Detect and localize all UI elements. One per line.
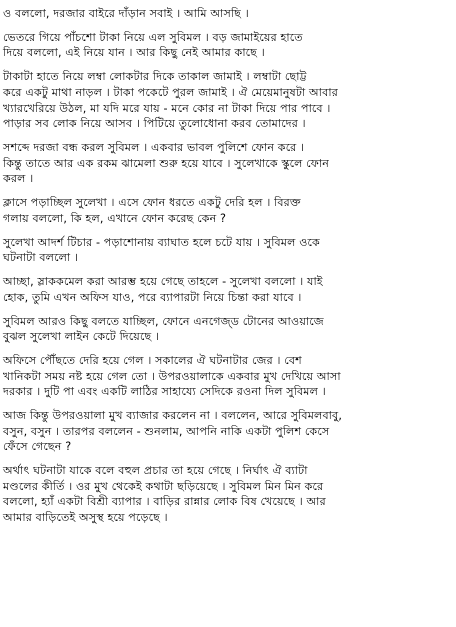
- paragraph-9: অফিসে পৌঁছতে দেরি হয়ে গেল । সকালের ঐ ঘটনাটার জের । বেশ খানিকটা সময় নষ্ট হয়ে গেল তো । উপরওয়ালাকে একবার মুখ দেখিয়ে আসা দরকার । দুটি পা এবং একটি লাঠির সাহায্যে সেদিকে রওনা দিল সুবিমল ।: [3, 354, 341, 399]
- paragraph-4: সশব্দে দরজা বন্ধ করল সুবিমল । একবার ভাবল পুলিশে ফোন করে । কিন্তু তাতে আর এক রকম ঝামেলা শুরু হয়ে যাবে । সুলেখাকে স্কুলে ফোন করল ।: [3, 141, 330, 186]
- paragraph-11: অর্থাৎ ঘটনাটা যাকে বলে বহুল প্রচার তা হয়ে গেছে । নির্ঘাৎ ঐ ব্যাটা মণ্ডলের কীর্তি । ওর মুখ থেকেই কথাটা ছড়িয়েছে । সুবিমল মিন মিন করে বললো, হ্যাঁ একটা বিশ্রী ব্যাপার । বাড়ির রান্নার লোক বিষ খেয়েছে । আর আমার বাড়িতেই অসুস্থ হয়ে পড়েছে ।: [3, 464, 326, 524]
- paragraph-7: আচ্ছা, স্লাককমেল করা আরম্ভ হয়ে গেছে তাহলে - সুলেখা বললো । যাই হোক, তুমি এখন অফিস যাও, পরে ব্যাপারটা নিয়ে চিন্তা করা যাবে ।: [3, 275, 323, 304]
- paragraph-10: আজ কিন্তু উপরওয়ালা মুখ ব্যাজার করলেন না । বললেন, আরে সুবিমলবাবু, বসুন, বসুন । তারপর বললেন - শুনলাম, আপনি নাকি একটা পুলিশ কেসে ফেঁসে গেছেন ?: [3, 409, 343, 454]
- paragraph-1: ও বললো, দরজার বাইরে দাঁড়ান সবাই । আমি আসছি ।: [3, 7, 249, 20]
- paragraph-5: ক্লাসে পড়াচ্ছিল সুলেখা । এসে ফোন ধরতে একটু দেরি হল । বিরক্ত গলায় বললো, কি হল, এখানে ফোন করেছ কেন ?: [3, 196, 301, 225]
- paragraph-2: ভেতরে গিয়ে পাঁচশো টাকা নিয়ে এল সুবিমল । বড় জামাইয়ের হাতে দিয়ে বললো, এই নিয়ে যান । আর কিছু নেই আমার কাছে ।: [3, 30, 303, 60]
- paragraph-6: সুলেখা আদর্শ টিচার - পড়াশোনায় ব্যাঘাত হলে চটে যায় । সুবিমল ওকে ঘটনাটা বললো ।: [3, 235, 320, 265]
- paragraph-8: সুবিমল আরও কিছু বলতে যাচ্ছিল, ফোনে এনগেজ্ড টোনের আওয়াজে বুঝল সুলেখা লাইন কেটে দিয়েছে ।: [3, 314, 324, 344]
- paragraph-3: টাকাটা হাতে নিয়ে লম্বা লোকটার দিকে তাকাল জামাই । লম্বাটা ছোট্ট করে একটু মাথা নাড়ল । টাকা পকেটে পুরল জামাই । ঐ মেয়েমানুষটা আবার খ্যারখেরিয়ে উঠল, মা যদি মরে যায় - মনে কোর না টাকা দিয়ে পার পাবে । পাড়ার সব লোক নিয়ে আসব । পিটিয়ে তুলোধোনা করব তোমাদের ।: [3, 70, 338, 131]
